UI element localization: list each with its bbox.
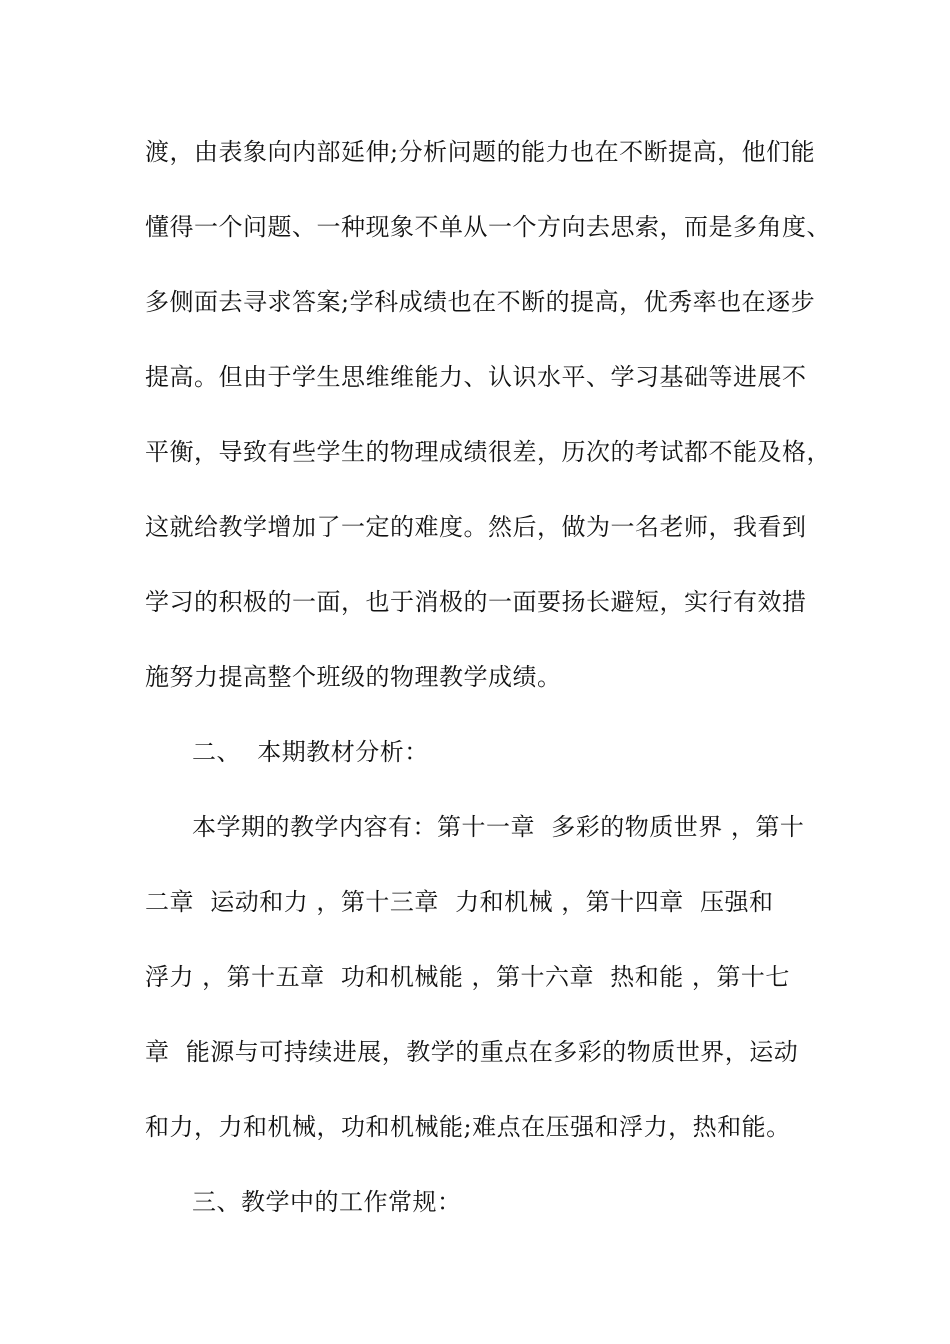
body-text-line: 和力，力和机械，功和机械能;难点在压强和浮力，热和能。 [145,1113,791,1141]
section-heading: 二、 本期教材分析： [192,738,429,766]
body-text-line: 学习的积极的一面，也于消极的一面要扬长避短，实行有效措 [145,588,807,616]
body-text-line: 多侧面去寻求答案;学科成绩也在不断的提高，优秀率也在逐步 [145,288,816,316]
body-text-line: 本学期的教学内容有：第十一章 多彩的物质世界 ，第十 [192,813,805,841]
section-heading: 三、教学中的工作常规： [192,1188,462,1216]
body-text-line: 平衡，导致有些学生的物理成绩很差，历次的考试都不能及格， [145,438,831,466]
body-text-line: 懂得一个问题、一种现象不单从一个方向去思索，而是多角度、 [145,213,831,241]
body-text-line: 浮力 ，第十五章 功和机械能 ，第十六章 热和能 ，第十七 [145,963,790,991]
body-text-line: 这就给教学增加了一定的难度。然后，做为一名老师，我看到 [145,513,807,541]
body-text-line: 二章 运动和力 ，第十三章 力和机械 ，第十四章 压强和 [145,888,774,916]
body-text-line: 章 能源与可持续进展，教学的重点在多彩的物质世界，运动 [145,1038,799,1066]
body-text-line: 渡，由表象向内部延伸;分析问题的能力也在不断提高，他们能 [145,138,816,166]
body-text-line: 提高。但由于学生思维维能力、认识水平、学习基础等进展不 [145,363,807,391]
body-text-line: 施努力提高整个班级的物理教学成绩。 [145,663,562,691]
